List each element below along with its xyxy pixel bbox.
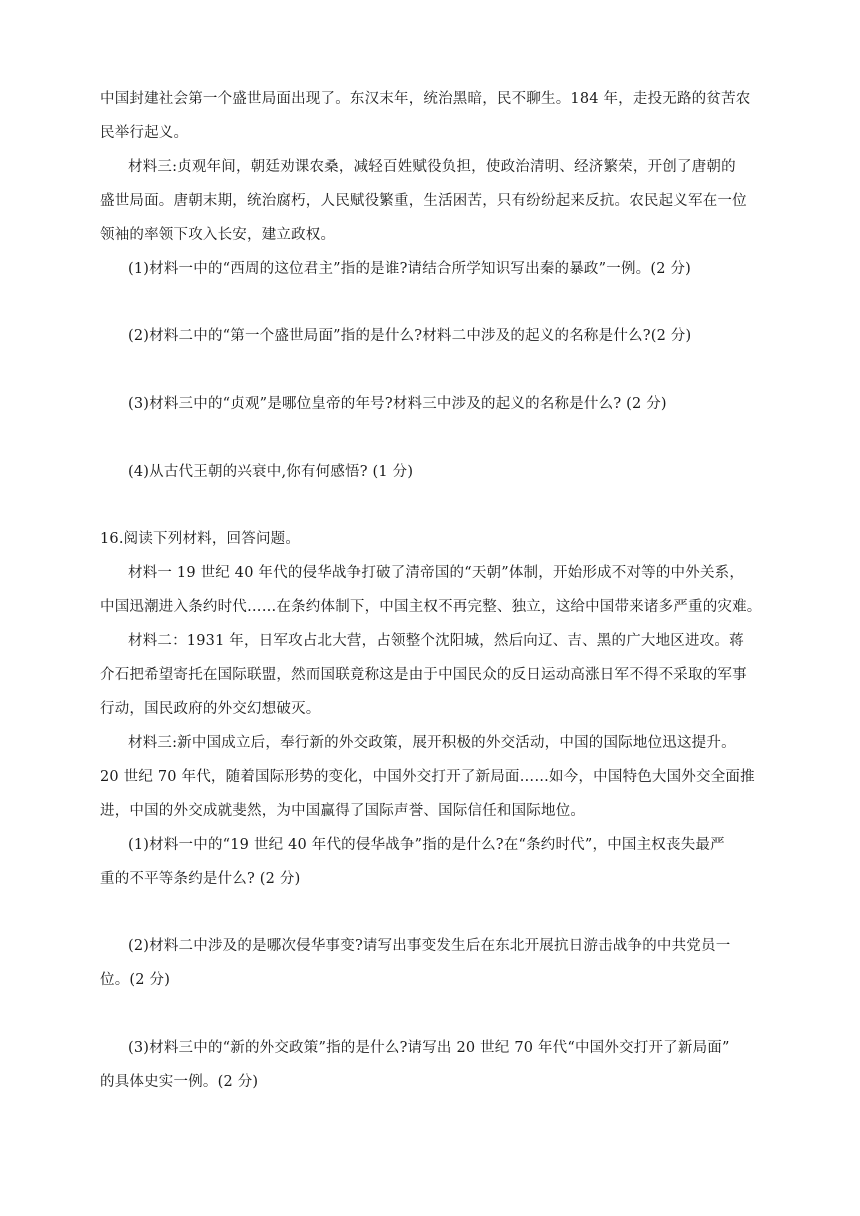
text-line: 的具体史实一例。(2 分): [100, 1074, 259, 1090]
text-line: 位。(2 分): [100, 972, 171, 988]
text-line: 材料三:新中国成立后，奉行新的外交政策，展开积极的外交活动，中国的国际地位迅这提升。: [128, 735, 736, 751]
text-line: 20 世纪 70 年代，随着国际形势的变化，中国外交打开了新局面……如今，中国特色大国外交全面推: [100, 769, 755, 785]
question-16-1: (1)材料一中的“19 世纪 40 年代的侵华战争”指的是什么?在“条约时代”，中国主权丧失最严: [128, 837, 725, 853]
text-line: 中国封建社会第一个盛世局面出现了。东汉末年，统治黑暗，民不聊生。184 年，走投无路的贫苦农: [100, 91, 751, 107]
text-line: 民举行起义。: [100, 125, 189, 141]
question-16-2: (2)材料二中涉及的是哪次侵华事变?请写出事变发生后在东北开展抗日游击战争的中共党员一: [128, 938, 731, 954]
question-4: (4)从古代王朝的兴衰中,你有何感悟? (1 分): [128, 464, 414, 480]
question-3: (3)材料三中的“贞观”是哪位皇帝的年号?材料三中涉及的起义的名称是什么? (2 分): [128, 396, 667, 412]
text-line: 进，中国的外交成就斐然，为中国赢得了国际声誉、国际信任和国际地位。: [100, 803, 586, 819]
text-line: 介石把希望寄托在国际联盟，然而国联竟称这是由于中国民众的反日运动高涨日军不得不采取的军事: [100, 667, 747, 683]
text-line: 行动，国民政府的外交幻想破灭。: [100, 701, 321, 717]
text-line: 材料二：1931 年，日军攻占北大营，占领整个沈阳城，然后向辽、吉、黑的广大地区进攻。蒋: [128, 633, 744, 649]
text-line: 材料一 19 世纪 40 年代的侵华战争打破了清帝国的“天朝”体制，开始形成不对等的中外关系，: [128, 565, 745, 581]
question-16-3: (3)材料三中的“新的外交政策”指的是什么?请写出 20 世纪 70 年代“中国外交打开了新局面”: [128, 1040, 730, 1056]
text-line: 中国迅潮进入条约时代……在条约体制下，中国主权不再完整、独立，这给中国带来诸多严重的灾难。: [100, 599, 762, 615]
question-16-heading: 16.阅读下列材料，回答问题。: [100, 531, 301, 547]
text-line: 材料三:贞观年间，朝廷劝课农桑，减轻百姓赋役负担，使政治清明、经济繁荣，开创了唐朝的: [128, 159, 736, 175]
text-line: 领袖的率领下攻入长安，建立政权。: [100, 227, 336, 243]
text-line: 重的不平等条约是什么? (2 分): [100, 871, 301, 887]
question-2: (2)材料二中的“第一个盛世局面”指的是什么?材料二中涉及的起义的名称是什么?(2 分): [128, 328, 692, 344]
question-1: (1)材料一中的“西周的这位君主”指的是谁?请结合所学知识写出秦的暴政”一例。(2 分): [128, 261, 691, 277]
text-line: 盛世局面。唐朝末期，统治腐朽，人民赋役繁重，生活困苦，只有纷纷起来反抗。农民起义军在一位: [100, 193, 747, 209]
